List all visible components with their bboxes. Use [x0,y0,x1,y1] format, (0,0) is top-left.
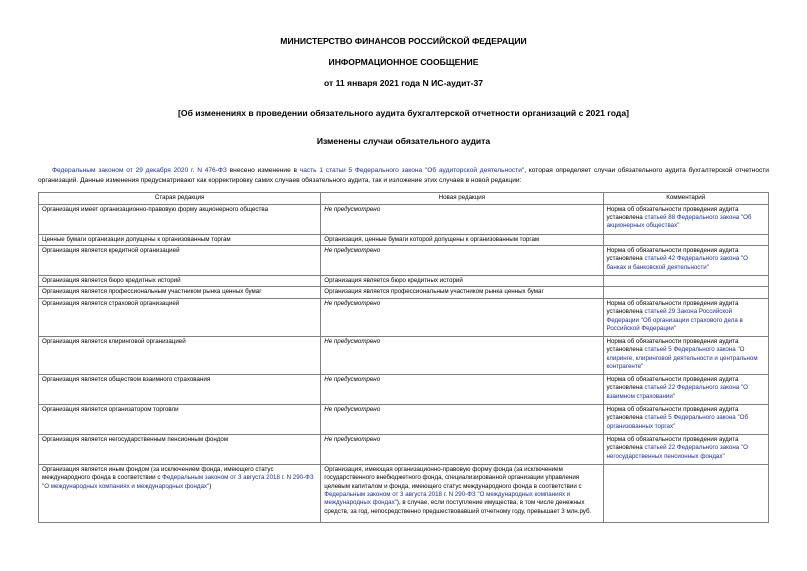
old-edition-text: Организация является клиринговой организацией [42,337,186,345]
comment-text: Норма об обязательности проведения аудита установлена [606,405,739,422]
table-row [39,204,769,234]
old-edition-cell [39,298,321,336]
comment-cell [603,374,769,404]
old-edition-cell [39,246,321,276]
new-edition-cell [321,276,603,287]
comment-text: Норма об обязательности проведения аудита установлена [606,375,739,392]
old-edition-cell [39,404,321,434]
comment-cell [603,464,769,522]
new-edition-text: Организация, имеющая организационно-правовую форму фонда (за исключением государственного внебюджетного фонда, специализированной организации управления целевым капиталом и фонда, имеющего статус международного фонда в соответствии с [324,465,582,490]
new-edition-text: Организация, ценные бумаги которой допущены к организованным торгам [324,235,540,243]
law-article-link[interactable]: статьей 22 Федерального закона "О негосударственных пенсионных фондах" [606,444,748,460]
not-provided-text: Не предусмотрено [324,247,381,254]
table-header-row [39,193,769,204]
old-edition-cell [39,204,321,234]
comment-cell [603,434,769,464]
table-row [39,298,769,336]
table-row [39,287,769,298]
new-edition-text: ), в случае, если поступление имущества, в том числе денежных средств, за год, непосредственно предшествовавший отчетному году, превышает 3 млн.руб. [324,499,592,515]
old-edition-cell [39,464,321,522]
not-provided-text: Не предусмотрено [324,435,381,443]
law-290-link[interactable]: Федеральным законом от 3 августа 2018 г. N 290-ФЗ "О международных компаниях и международных фондах" [42,474,314,490]
table-row [39,276,769,287]
new-edition-cell [321,234,603,245]
table-row [39,404,769,434]
new-edition-cell [321,287,603,298]
old-edition-text: Организация является профессиональным участником рынка ценных бумаг [42,288,262,296]
law-article-link[interactable]: статьей 29 Закона Российской Федерации "Об организации страхового дела в Российской Федерации" [606,308,743,333]
law-476-link[interactable]: Федеральным законом от 29 декабря 2020 г. N 476-ФЗ [52,167,227,174]
old-edition-text: ) [209,482,212,490]
old-edition-text: Организация является бюро кредитных историй [42,277,181,284]
law-290-link[interactable]: Федеральным законом от 3 августа 2018 г. N 290-ФЗ "О международных компаниях и международных фондах" [324,491,571,507]
new-edition-cell [321,404,603,434]
new-edition-cell [321,434,603,464]
not-provided-text: Не предусмотрено [324,337,381,345]
not-provided-text: Не предусмотрено [324,205,381,213]
comment-cell [603,234,769,245]
law-article-link[interactable]: статьей 22 Федерального закона "О взаимном страховании" [606,384,748,400]
table-body [39,204,769,522]
comment-cell [603,204,769,234]
law-article-link[interactable]: статьей 5 Федерального закона "О клиринге, клиринговой деятельности и центральном контрагенте" [606,346,758,371]
table-row [39,234,769,245]
comment-text: Норма об обязательности проведения аудита установлена [606,205,739,221]
table-row [39,374,769,404]
not-provided-text: Не предусмотрено [324,299,381,307]
law-article-link[interactable]: статьей 42 Федерального закона "О банках и банковской деятельности" [606,255,748,271]
old-edition-cell [39,276,321,287]
new-edition-cell [321,464,603,522]
old-edition-cell [39,234,321,245]
header-old-edition: Старая редакция [39,193,321,204]
old-edition-text: Организация является обществом взаимного страхования [42,375,211,383]
document-date-number: от 11 января 2021 года N ИС-аудит-37 [323,78,484,88]
new-edition-text: Организация является бюро кредитных историй [324,277,463,284]
comment-cell [603,276,769,287]
old-edition-cell [39,374,321,404]
new-edition-cell [321,204,603,234]
ministry-heading: МИНИСТЕРСТВО ФИНАНСОВ РОССИЙСКОЙ ФЕДЕРАЦИИ [280,36,527,46]
new-edition-cell [321,298,603,336]
comment-text: Норма об обязательности проведения аудита установлена [606,247,739,263]
old-edition-text: Организация является кредитной организацией [42,247,180,254]
comment-cell [603,336,769,374]
old-edition-cell [39,336,321,374]
table-row [39,464,769,522]
document-subtitle: Изменены случаи обязательного аудита [316,136,491,146]
intro-text-2: , которая определяет случаи обязательного аудита бухгалтерской отчетности организаций. Данные изменения предусматривают как корректировку самих случаев обязательного аудита, так и изложение этих случаев в новой редакции: [38,167,769,184]
header-comment: Комментарий [603,193,769,204]
old-edition-text: Организация является организатором торговли [42,405,179,413]
old-edition-text: Организация является негосударственным пенсионным фондом [42,435,229,443]
table-row [39,336,769,374]
old-edition-text: Организация имеет организационно-правовую форму акционерного общества [42,205,269,213]
law-article-link[interactable]: статьей 88 Федерального закона "Об акционерных обществах" [606,214,752,230]
comment-text: Норма об обязательности проведения аудита установлена [606,337,739,354]
not-provided-text: Не предусмотрено [324,405,381,413]
new-edition-cell [321,246,603,276]
comment-cell [603,246,769,276]
new-edition-text: Организация является профессиональным участником рынка ценных бумаг [324,288,544,296]
old-edition-text: Организация является страховой организацией [42,299,180,307]
comment-cell [603,287,769,298]
header-new-edition: Новая редакция [321,193,603,204]
table-row [39,434,769,464]
audit-law-article-link[interactable]: часть 1 статьи 5 Федерального закона "Об аудиторской деятельности" [299,167,525,174]
comparison-table [38,192,769,523]
old-edition-text: Ценные бумаги организации допущены к организованным торгам [42,235,231,243]
comment-cell [603,404,769,434]
comment-cell [603,298,769,336]
document-type: ИНФОРМАЦИОННОЕ СООБЩЕНИЕ [328,57,479,67]
table-row [39,246,769,276]
new-edition-cell [321,374,603,404]
document-title: [Об изменениях в проведении обязательного аудита бухгалтерской отчетности организаций с 2021 года] [178,108,629,118]
comment-text: Норма об обязательности проведения аудита установлена [606,299,739,316]
law-article-link[interactable]: статьей 5 Федерального закона "Об организованных торгах" [606,414,749,430]
old-edition-text: Организация является иным фондом (за исключением фонда, имеющего статус международного фонда в соответствии с [42,465,274,482]
old-edition-cell [39,434,321,464]
comment-text: Норма об обязательности проведения аудита установлена [606,435,739,452]
intro-paragraph [38,166,769,185]
new-edition-cell [321,336,603,374]
intro-text-1: внесено изменение в [226,167,300,174]
not-provided-text: Не предусмотрено [324,375,381,383]
old-edition-cell [39,287,321,298]
